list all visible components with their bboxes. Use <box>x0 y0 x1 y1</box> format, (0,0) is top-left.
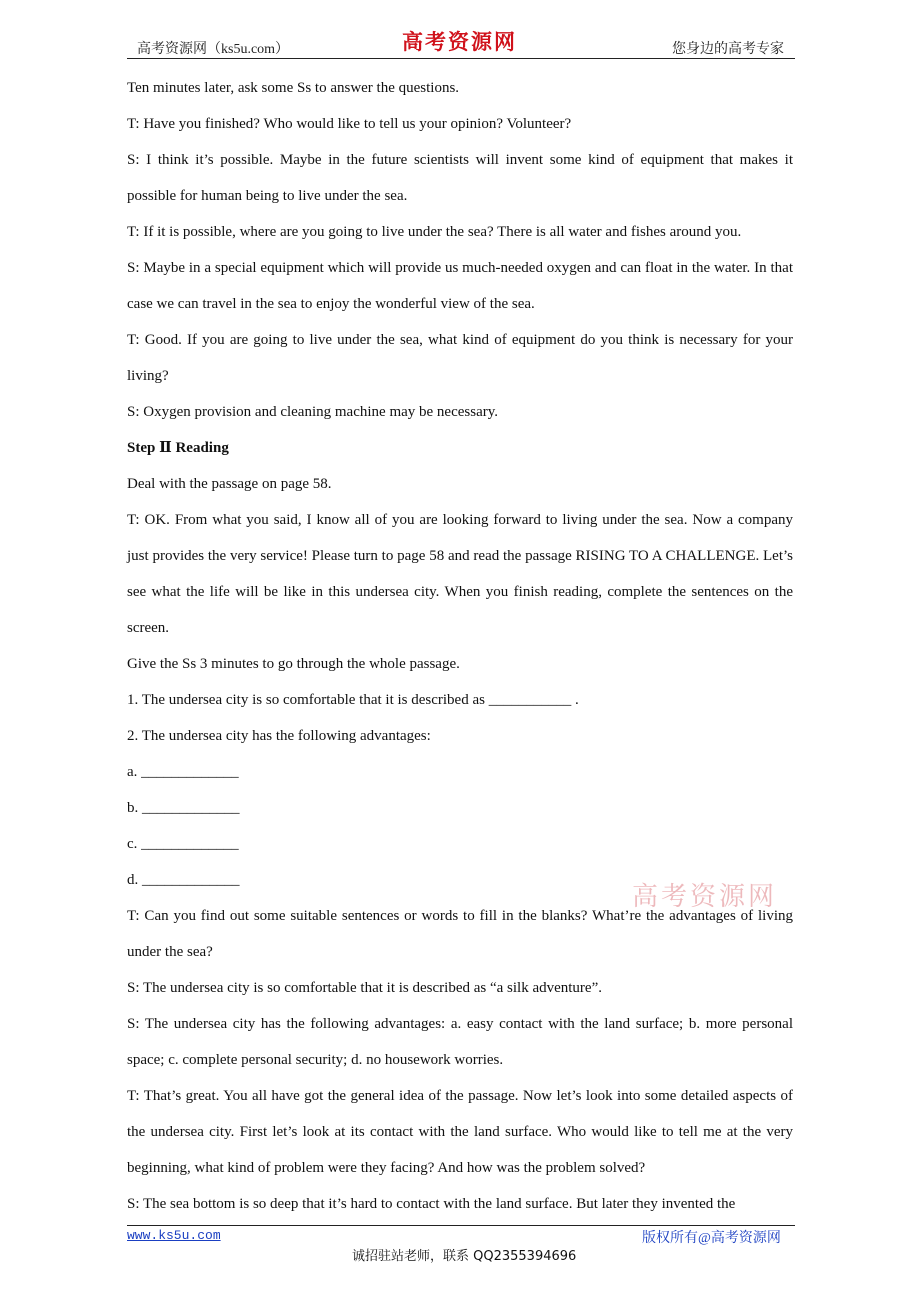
paragraph: b. _____________ <box>127 800 240 816</box>
paragraph: 2. The undersea city has the following advantages: <box>127 728 431 744</box>
paragraph: a. _____________ <box>127 764 239 780</box>
paragraph: Give the Ss 3 minutes to go through the whole passage. <box>127 656 460 672</box>
footer-site-link[interactable]: www.ks5u.com <box>127 1228 221 1243</box>
paragraph: T: That’s great. You all have got the general idea of the passage. Now let’s look into some detailed aspects of the undersea city. First let’s look at its contact with the land surface. Who would like to tell me at the very beginning, what kind of problem were they facing? And how was the problem solved? <box>127 1088 793 1176</box>
footer-divider <box>127 1225 795 1226</box>
paragraph: Ten minutes later, ask some Ss to answer the questions. <box>127 80 460 96</box>
paragraph: T: If it is possible, where are you going to live under the sea? There is all water and fishes around you. <box>127 224 742 240</box>
section-heading: Step Ⅱ Reading <box>127 440 229 456</box>
header-divider <box>127 58 795 59</box>
paragraph: T: Can you find out some suitable sentences or words to fill in the blanks? What’re the advantages of living under the sea? <box>127 908 793 960</box>
document-body <box>127 70 793 1222</box>
footer-recruit-note: 诚招驻站老师，联系 QQ2355394696 <box>352 1249 577 1264</box>
paragraph: S: The sea bottom is so deep that it’s hard to contact with the land surface. But later they invented the <box>127 1196 736 1212</box>
paragraph: d. _____________ <box>127 872 240 888</box>
paragraph: S: The undersea city has the following advantages: a. easy contact with the land surface; b. more personal space; c. complete personal security; d. no housework worries. <box>127 1016 793 1068</box>
paragraph: 1. The undersea city is so comfortable that it is described as ___________ . <box>127 692 579 708</box>
header-slogan: 您身边的高考专家 <box>672 42 784 57</box>
paragraph: T: Have you finished? Who would like to tell us your opinion? Volunteer? <box>127 116 572 132</box>
paragraph: S: Oxygen provision and cleaning machine may be necessary. <box>127 404 499 420</box>
watermark-logo: 高考资源网 <box>632 882 778 912</box>
paragraph: S: The undersea city is so comfortable that it is described as “a silk adventure”. <box>127 980 602 996</box>
paragraph: T: OK. From what you said, I know all of you are looking forward to living under the sea. Now a company just provides the very service! Please turn to page 58 and read the passage RISING TO A CHALLENGE. Let’s see what the life will be like in this undersea city. When you finish reading, complete the sentences on the screen. <box>127 512 793 636</box>
paragraph: T: Good. If you are going to live under the sea, what kind of equipment do you think is necessary for your living? <box>127 332 793 384</box>
paragraph: Deal with the passage on page 58. <box>127 476 332 492</box>
footer-copyright: 版权所有@高考资源网 <box>642 1231 781 1246</box>
header-site-name: 高考资源网（ks5u.com） <box>137 42 290 57</box>
paragraph: S: Maybe in a special equipment which will provide us much-needed oxygen and can float in the water. In that case we can travel in the sea to enjoy the wonderful view of the sea. <box>127 260 793 312</box>
paragraph: S: I think it’s possible. Maybe in the future scientists will invent some kind of equipment that makes it possible for human being to live under the sea. <box>127 152 793 204</box>
header-logo: 高考资源网 <box>402 30 517 54</box>
paragraph: c. _____________ <box>127 836 239 852</box>
